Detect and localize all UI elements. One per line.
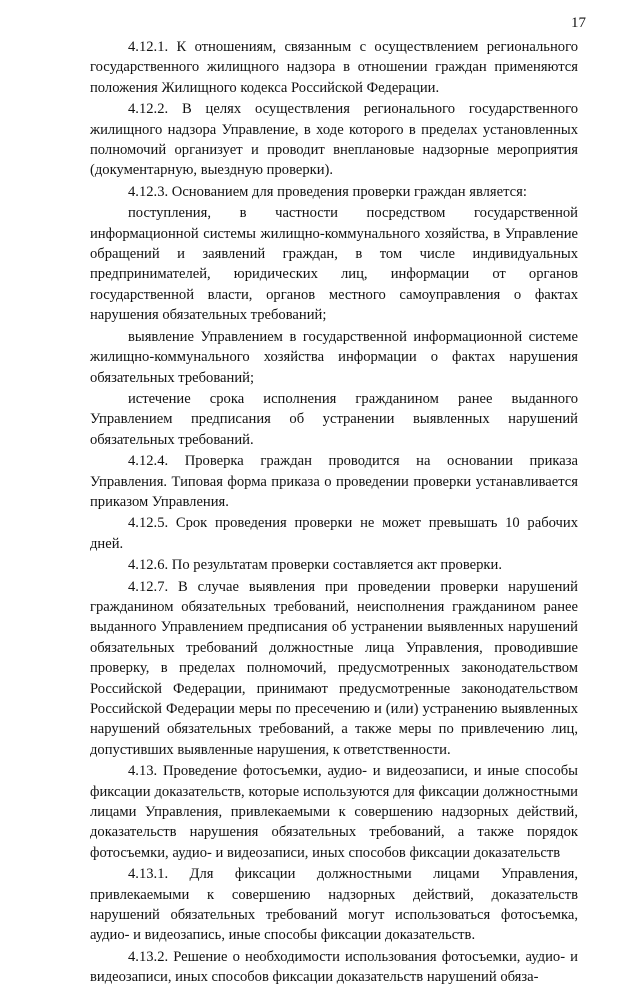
- paragraph-4-12-3: 4.12.3. Основанием для проведения проверки граждан является:: [128, 183, 527, 200]
- document-body: [90, 37, 578, 989]
- paragraph-4-13-2: 4.13.2. Решение о необходимости использования фотосъемки, аудио- и видеозаписи, иных способов фиксации доказательств нарушений обяза-: [90, 948, 578, 986]
- page-number: 17: [571, 15, 586, 31]
- paragraph-4-12-5: 4.12.5. Срок проведения проверки не может превышать 10 рабочих дней.: [90, 515, 578, 552]
- paragraph-grounds-order-expiry: истечение срока исполнения гражданином ранее выданного Управлением предписания об устранении выявленных нарушений обязательных требований.: [90, 390, 578, 448]
- paragraph-grounds-appeals: поступления, в частности посредством государственной информационной системы жилищно-коммунального хозяйства, в Управление обращений и заявлений граждан, в том числе индивидуальных предпринимателей, юридических лиц, информации от органов государственной власти, органов местного самоуправления о фактах нарушения обязательных требований;: [90, 205, 578, 324]
- paragraph-4-12-4: 4.12.4. Проверка граждан проводится на основании приказа Управления. Типовая форма приказа о проведении проверки устанавливается приказом Управления.: [90, 453, 578, 510]
- paragraph-grounds-gis: выявление Управлением в государственной информационной системе жилищно-коммунального хозяйства информации о фактах нарушения обязательных требований;: [90, 328, 578, 386]
- paragraph-4-13-1: 4.13.1. Для фиксации должностными лицами Управления, привлекаемыми к совершению надзорных действий, доказательств нарушений обязательных требований могут использоваться фотосъемка, аудио- и видеозапись, иные способы фиксации доказательств.: [90, 866, 578, 944]
- paragraph-4-12-6: 4.12.6. По результатам проверки составляется акт проверки.: [128, 557, 502, 574]
- paragraph-4-12-2: 4.12.2. В целях осуществления регионального государственного жилищного надзора Управление, в ходе которого в пределах установленных полномочий организует и проводит внеплановые надзорные мероприятия (документарную, выездную проверки).: [90, 101, 578, 179]
- paragraph-4-13: 4.13. Проведение фотосъемки, аудио- и видеозаписи, и иные способы фиксации доказательств, которые используются для фиксации должностными лицами Управления, привлекаемыми к совершению надзорных действий, доказательств нарушения обязательных требований, а также порядок фотосъемки, аудио- и видеозаписи, иных способов фиксации доказательств: [90, 763, 578, 861]
- paragraph-4-12-1: 4.12.1. К отношениям, связанным с осуществлением регионального государственного жилищного надзора в отношении граждан применяются положения Жилищного кодекса Российской Федерации.: [90, 39, 578, 96]
- paragraph-4-12-7: 4.12.7. В случае выявления при проведении проверки нарушений гражданином обязательных требований, неисполнения гражданином ранее выданного Управлением предписания об устранении выявленных нарушений обязательных требований должностные лица Управления, проводившие проверку, в пределах полномочий, предусмотренных законодательством Российской Федерации, принимают предусмотренные законодательством Российской Федерации меры по пресечению и (или) устранению выявленных нарушений обязательных требований, а также меры по привлечению лиц, допустивших выявленные нарушения, к ответственности.: [90, 578, 578, 758]
